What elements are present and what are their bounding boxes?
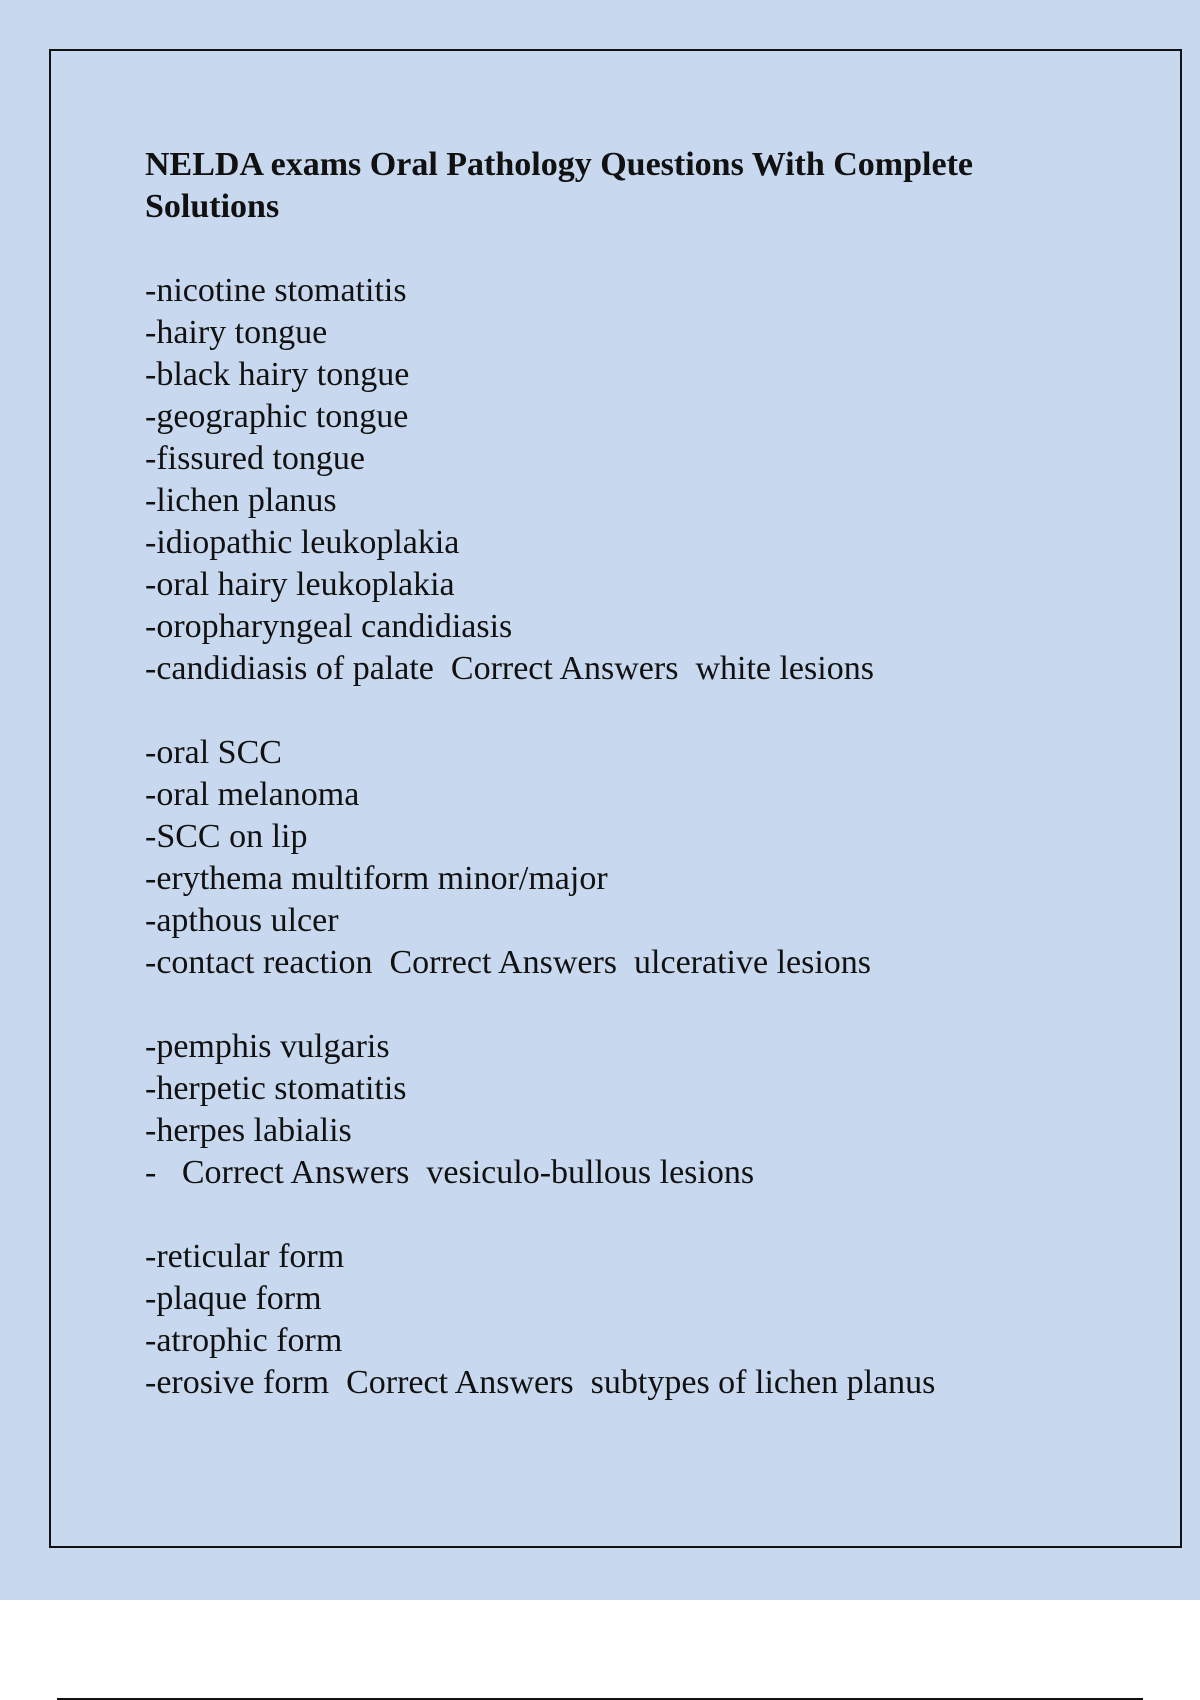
answer-text: ulcerative lesions: [634, 944, 872, 981]
qa-block: [145, 1236, 1075, 1404]
document-content: [145, 144, 1075, 1404]
question-item: -herpes labialis: [145, 1112, 352, 1149]
question-item: -geographic tongue: [145, 398, 409, 435]
question-item: -oral melanoma: [145, 776, 360, 813]
question-item: -candidiasis of palate: [145, 650, 434, 687]
answer-text: subtypes of lichen planus: [590, 1364, 936, 1401]
answer-text: white lesions: [695, 650, 874, 687]
document-title: NELDA exams Oral Pathology Questions With Complete Solutions: [145, 146, 973, 225]
answer-line: [145, 942, 1075, 984]
question-item: -herpetic stomatitis: [145, 1070, 407, 1107]
answer-line: [145, 648, 1075, 690]
question-item: -reticular form: [145, 1238, 345, 1275]
qa-block: [145, 270, 1075, 690]
question-item: -plaque form: [145, 1280, 322, 1317]
answer-line: [145, 1362, 1075, 1404]
question-item: -erythema multiform minor/major: [145, 860, 608, 897]
question-item: -black hairy tongue: [145, 356, 410, 393]
question-item: -erosive form: [145, 1364, 330, 1401]
answer-text: vesiculo-bullous lesions: [426, 1154, 755, 1191]
question-item: -nicotine stomatitis: [145, 272, 407, 309]
question-item: -contact reaction: [145, 944, 373, 981]
correct-answers-label: Correct Answers: [164, 1154, 427, 1191]
question-item: -: [145, 1154, 165, 1191]
qa-block: [145, 732, 1075, 984]
question-list: [145, 270, 1075, 1404]
question-item: -idiopathic leukoplakia: [145, 524, 460, 561]
answer-line: [145, 1152, 1075, 1194]
qa-block: [145, 1026, 1075, 1194]
question-item: -fissured tongue: [145, 440, 366, 477]
question-item: -oropharyngeal candidiasis: [145, 608, 513, 645]
question-item: -apthous ulcer: [145, 902, 339, 939]
question-item: -lichen planus: [145, 482, 337, 519]
question-item: -SCC on lip: [145, 818, 308, 855]
question-item: -oral SCC: [145, 734, 282, 771]
question-item: -hairy tongue: [145, 314, 328, 351]
correct-answers-label: Correct Answers: [329, 1364, 591, 1401]
question-item: -oral hairy leukoplakia: [145, 566, 455, 603]
correct-answers-label: Correct Answers: [433, 650, 696, 687]
question-item: -pemphis vulgaris: [145, 1028, 390, 1065]
question-item: -atrophic form: [145, 1322, 343, 1359]
correct-answers-label: Correct Answers: [372, 944, 635, 981]
